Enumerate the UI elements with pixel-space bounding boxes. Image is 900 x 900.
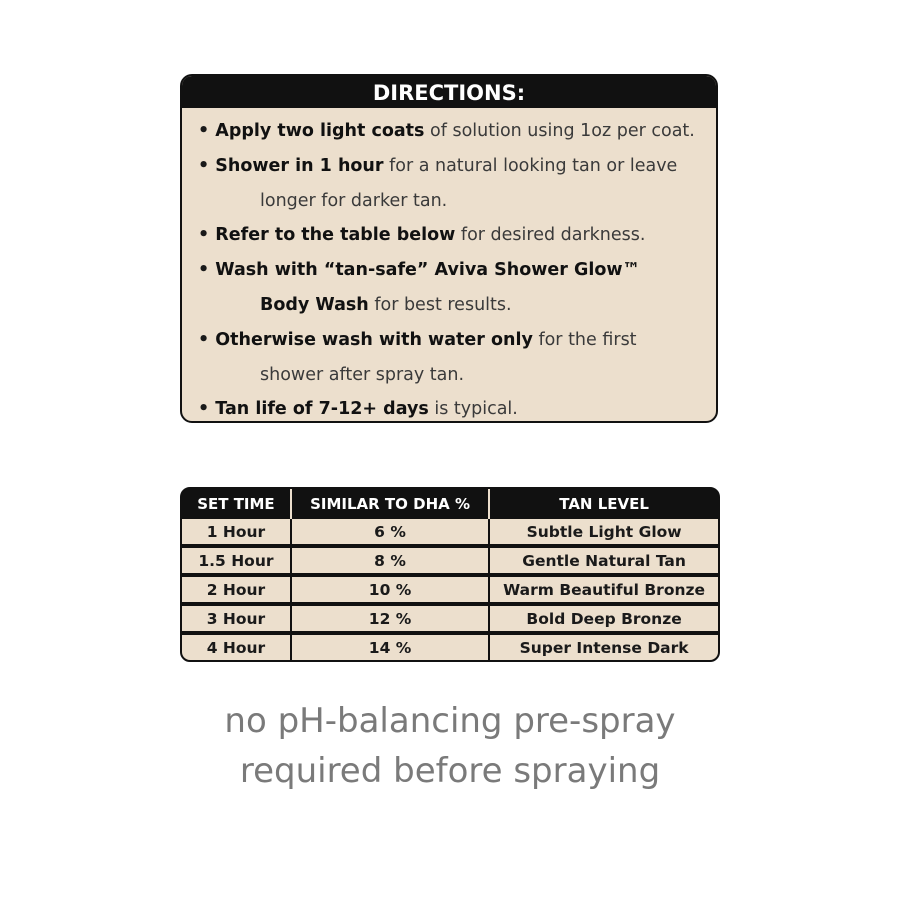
direction-item: • Tan life of 7-12+ days is typical. xyxy=(198,399,518,420)
column-header-set-time: SET TIME xyxy=(182,489,292,519)
direction-item-text: shower after spray tan. xyxy=(260,364,465,385)
table-row xyxy=(182,573,718,602)
tan-level-cell: Bold Deep Bronze xyxy=(490,602,718,631)
set-time-cell: 2 Hour xyxy=(182,573,292,602)
direction-item-bold: Shower in 1 hour xyxy=(215,155,384,176)
direction-item-text: for best results. xyxy=(368,294,512,315)
footer-note xyxy=(0,696,900,796)
tan-table xyxy=(182,489,718,660)
direction-item: • Otherwise wash with water only for the first xyxy=(198,329,637,350)
set-time-cell: 3 Hour xyxy=(182,602,292,631)
set-time-cell: 4 Hour xyxy=(182,631,292,660)
tan-level-cell: Warm Beautiful Bronze xyxy=(490,573,718,602)
set-time-cell: 1.5 Hour xyxy=(182,544,292,573)
direction-item: • Refer to the table below for desired darkness. xyxy=(198,225,646,246)
table-row xyxy=(182,544,718,573)
direction-item-text: for a natural looking tan or leave xyxy=(383,155,678,176)
directions-title: DIRECTIONS: xyxy=(182,76,716,108)
direction-item-continuation xyxy=(198,184,716,219)
direction-item-bold: Body Wash xyxy=(260,294,369,315)
direction-item-text: for the first xyxy=(532,329,637,350)
table-row xyxy=(182,519,718,544)
footer-line-1: no pH-balancing pre-spray xyxy=(224,701,676,741)
table-row xyxy=(182,631,718,660)
direction-item-continuation xyxy=(198,288,716,323)
table-header-row xyxy=(182,489,718,519)
tan-level-cell: Super Intense Dark xyxy=(490,631,718,660)
direction-item: • Apply two light coats of solution using 1oz per coat. xyxy=(198,121,695,141)
dha-cell: 12 % xyxy=(292,602,490,631)
direction-item: • Shower in 1 hour for a natural looking tan or leave xyxy=(198,155,678,176)
column-header-tan-level: TAN LEVEL xyxy=(490,489,718,519)
dha-cell: 14 % xyxy=(292,631,490,660)
tan-level-table xyxy=(180,487,720,662)
column-header-dha: SIMILAR TO DHA % xyxy=(292,489,490,519)
table-row xyxy=(182,602,718,631)
direction-item-bold: Otherwise wash with water only xyxy=(215,329,533,350)
tan-level-cell: Subtle Light Glow xyxy=(490,519,718,544)
set-time-cell: 1 Hour xyxy=(182,519,292,544)
footer-line-2: required before spraying xyxy=(239,751,661,791)
direction-item-bold: Apply two light coats xyxy=(215,121,425,141)
direction-item-bold: Tan life of 7-12+ days xyxy=(215,399,429,420)
direction-item-text: is typical. xyxy=(428,399,518,420)
direction-item-text: longer for darker tan. xyxy=(260,190,448,211)
direction-item-bold: Refer to the table below xyxy=(215,225,456,246)
dha-cell: 8 % xyxy=(292,544,490,573)
dha-cell: 6 % xyxy=(292,519,490,544)
direction-item: • Wash with “tan-safe” Aviva Shower Glow™ xyxy=(198,260,641,281)
dha-cell: 10 % xyxy=(292,573,490,602)
direction-item-text: for desired darkness. xyxy=(455,225,646,246)
direction-item-bold: Wash with “tan-safe” Aviva Shower Glow™ xyxy=(215,260,641,281)
tan-level-cell: Gentle Natural Tan xyxy=(490,544,718,573)
directions-list xyxy=(182,108,716,423)
direction-item-continuation xyxy=(198,358,716,393)
direction-item-text: of solution using 1oz per coat. xyxy=(424,121,695,141)
directions-panel xyxy=(180,74,718,423)
